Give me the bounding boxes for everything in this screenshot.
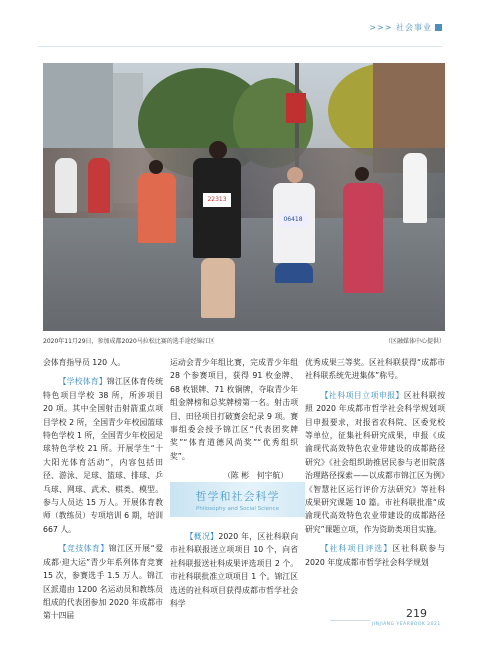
- section-square-icon: [435, 24, 442, 31]
- road: [43, 211, 445, 331]
- paragraph-text: 区社科联参与 2020 年度成都市哲学社会科学规划: [305, 544, 446, 567]
- paragraph-text: 区社科联按照 2020 年成都市哲学社会科学规划项目申报要求，对报省农科院、区委党校等单位，征集社科研究成果，申报《成渝现代高效特色农业带建设的成都路径研究》《社会组织助推居民参与老旧院落治理路径探索——以成都市锦江区为例》《智慧社区运行评价方法研究》等社科成果研究课题 10 篇。市社科联批准“成渝现代高效特色农业带建设的成都路径研究”课题立项，作为资助类项目实施。: [305, 390, 446, 534]
- runner-head: [287, 167, 303, 183]
- section-banner: [170, 482, 305, 517]
- paragraph-school-sports: [43, 375, 163, 536]
- runner-left-far: [55, 158, 77, 213]
- photo-caption-row: [43, 336, 445, 345]
- street-sign: [286, 93, 306, 123]
- section-header: [369, 22, 442, 33]
- paragraph: 会体育指导员 120 人。: [43, 358, 126, 367]
- banner-title: 哲学和社会科学: [195, 490, 280, 503]
- paragraph-project-application: [305, 389, 445, 536]
- marathon-photo: [43, 63, 445, 331]
- column-1: [43, 356, 163, 629]
- footer-subtitle: JINJIANG YEARBOOK 2021: [372, 622, 441, 627]
- header-divider: [38, 46, 442, 47]
- runner-head: [209, 141, 227, 159]
- runner-pink: [138, 173, 176, 243]
- paragraph-competitive-sports: [43, 542, 163, 622]
- runner-shorts-blue: [275, 263, 313, 283]
- bib-number: 22313: [203, 193, 231, 207]
- paragraph: 优秀成果三等奖。区社科联获得“成都市社科联系统先进集体”称号。: [305, 358, 445, 381]
- runner-right-far: [403, 153, 427, 223]
- paragraph: 运动会青少年组比赛，完成青少年组 28 个参赛项目，获得 91 枚金牌、68 枚银牌、71 枚铜牌，夺取青少年组金牌榜和总奖牌榜第一名。射击项目、田径项目打破赛会纪录 9 项。赛事组委会授予锦江区“代表团奖牌奖”“体育道德风尚奖”“优秀组织奖”。: [170, 358, 298, 461]
- runner-black: [193, 158, 241, 258]
- author-signature: （陈 彬 何宇航）: [223, 471, 288, 481]
- column-3: [305, 356, 445, 575]
- column-2-lower: [170, 530, 298, 616]
- section-tag: 【学校体育】: [58, 377, 107, 387]
- runner-left-far: [88, 158, 110, 213]
- paragraph-text: 锦江区开展“爱成都·迎大运”青少年系列体育竞赛 15 次，参赛选手 1.5 万人。锦江区派遣由 1200 名运动员和教练员组成的代表团参加 2020 年成都市第十四届: [43, 544, 163, 621]
- footer-divider: [330, 620, 370, 621]
- paragraph-text: 2020 年，区社科联向市社科联报送立项项目 10 个，向省社科联报送社科成果评选项目 2 个。市社科联批准立项项目 1 个。锦江区选送的社科项目获得成都市哲学社会科学: [170, 532, 299, 609]
- column-2: [170, 356, 298, 486]
- section-tag: 【社科项目立项申报】: [320, 390, 404, 400]
- paragraph-project-selection: [305, 542, 445, 569]
- bib-number: 06418: [279, 213, 307, 227]
- section-title: >>> 社会事业: [369, 23, 432, 32]
- banner-subtitle: Philosophy and Social Science: [196, 506, 279, 512]
- section-tag: 【社科项目评选】: [320, 544, 393, 554]
- runner-black-legs: [201, 258, 235, 318]
- section-tag: 【竞技体育】: [58, 544, 109, 554]
- photo-caption: 2020年11月29日，参加成都2020马拉松比赛的选手途经锦江区: [43, 338, 215, 345]
- section-tag: 【概况】: [185, 532, 219, 541]
- photo-credit: （区融媒体中心提供）: [384, 338, 445, 345]
- runner-head: [355, 167, 369, 181]
- paragraph-overview: [170, 530, 298, 610]
- paragraph-text: 锦江区体育传统特色项目学校 38 所，所涉项目 20 项。其中全国射击射箭重点项目学校 2 所，全国青少年校园篮球特色学校 1 所，全国青少年校园足球特色学校 21 所。开展学生“十大阳光体育活动”，内容包括田径、游泳、足球、篮球、排球、乒乓球、网球、武术、棋类、模型。参与人员达 15 万人。开展体育教师（教练员）专项培训 6 期，培训 667 人。: [43, 377, 164, 534]
- runner-red-legs: [343, 183, 383, 293]
- page-number: 219: [406, 607, 427, 620]
- runner-head: [149, 160, 163, 174]
